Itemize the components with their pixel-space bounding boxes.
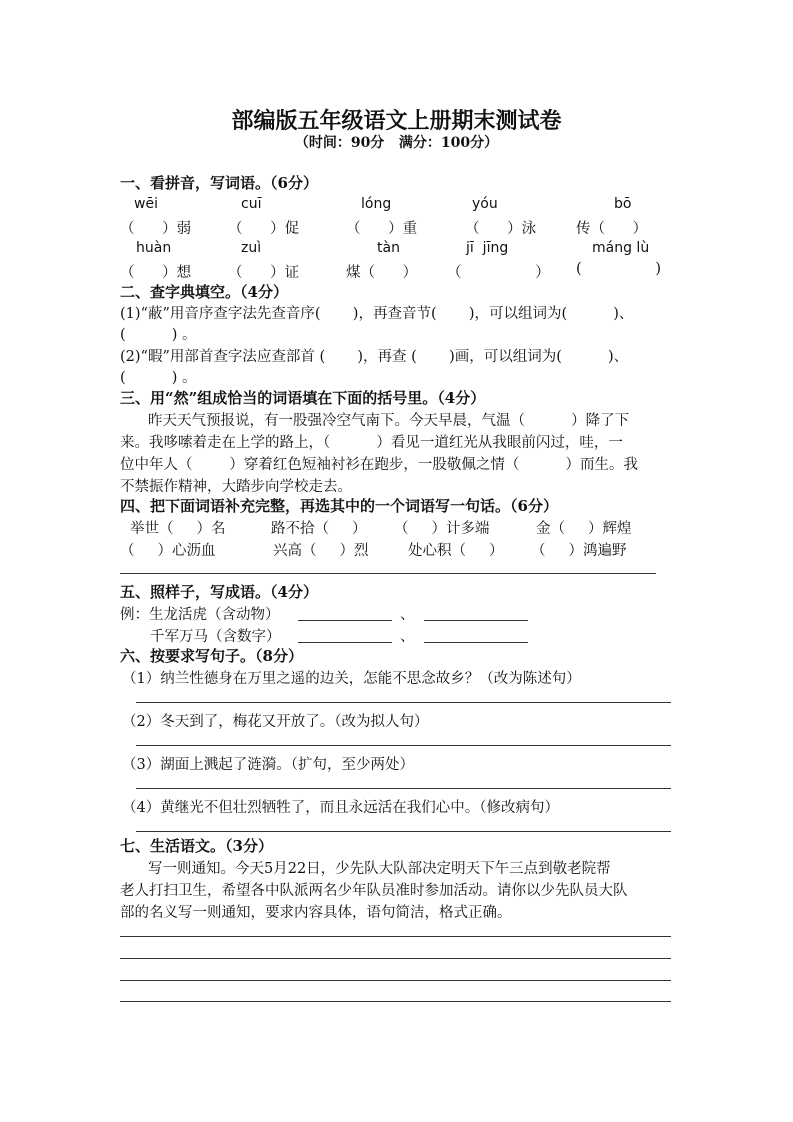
answer-line[interactable] [136,831,671,832]
answer-line[interactable] [136,788,671,789]
answer-line[interactable] [120,573,656,574]
answer-line[interactable] [424,620,528,621]
answer-line[interactable] [120,936,671,937]
section-1-heading: 一、看拼音，写词语。（6分） [120,174,318,192]
paragraph-line: 不禁振作精神，大踏步向学校走去。 [120,479,352,495]
section-5-heading: 五、照样子，写成语。（4分） [120,583,318,601]
blank-word[interactable]: 传（ ） [576,221,648,237]
paragraph-line: 来。我哆嗦着走在上学的路上，（ ）看见一道红光从我眼前闪过，哇，一 [120,435,623,451]
pinyin: cuī [241,196,262,212]
pinyin: huàn [136,240,172,256]
section-3-heading: 三、用“然”组成恰当的词语填在下面的括号里。（4分） [120,389,486,407]
blank-word[interactable]: 煤（ ） [346,265,418,281]
separator: 、 [400,629,415,645]
example-label: 例：生龙活虎（含动物） [120,607,280,623]
pinyin: yóu [472,196,498,212]
blank-word[interactable]: （ ） [447,265,550,281]
paragraph-line: 部的名义写一则通知，要求内容具体，语句简洁，格式正确。 [120,905,512,921]
blank-word[interactable]: （ ）证 [228,265,300,281]
answer-line[interactable] [120,1001,671,1002]
section-7-heading: 七、生活语文。（3分） [120,837,273,855]
question-text: （2）冬天到了，梅花又开放了。（改为拟人句） [122,714,429,730]
idiom-blank[interactable]: 处心积（ ） [408,543,504,559]
answer-line[interactable] [298,642,392,643]
idiom-blank[interactable]: （ ）计多端 [394,521,490,537]
paragraph-line: 昨天天气预报说，有一股强冷空气南下。今天早晨，气温（ ）降了下 [148,413,630,429]
blank-word[interactable]: （ ）弱 [120,221,192,237]
page-title: 部编版五年级语文上册期末测试卷 [231,108,562,134]
answer-line[interactable] [120,958,671,959]
question-text: (1)“蔽”用音序查字法先查音序( )，再查音节( )，可以组词为( )、 [120,306,634,322]
question-text: ( ) 。 [120,327,197,343]
section-2-heading: 二、查字典填空。（4分） [120,283,288,301]
idiom-blank[interactable]: 金（ ）辉煌 [536,521,632,537]
paragraph-line: 位中年人（ ）穿着红色短袖衬衫在跑步，一股敬佩之情（ ）而生。我 [120,457,638,473]
section-6-heading: 六、按要求写句子。（8分） [120,647,303,665]
example-label: 千军万马（含数字） [150,629,281,645]
blank-word[interactable]: ( ) [576,261,662,277]
answer-line[interactable] [136,702,671,703]
page-subtitle: （时间：90分 满分：100分） [294,135,499,151]
question-text: （3）湖面上溅起了涟漪。（扩句，至少两处） [122,757,414,773]
pinyin: zuì [241,240,262,256]
paragraph-line: 写一则通知。今天5月22日，少先队大队部决定明天下午三点到敬老院帮 [148,861,611,877]
blank-word[interactable]: （ ）泳 [465,221,537,237]
pinyin: wēi [134,196,158,212]
pinyin: jī jīng [466,240,509,256]
separator: 、 [400,607,415,623]
idiom-blank[interactable]: （ ）鸿遍野 [531,543,627,559]
idiom-blank[interactable]: （ ）心沥血 [120,543,216,559]
pinyin: máng lù [592,240,650,256]
blank-word[interactable]: （ ）促 [228,221,300,237]
question-text: (2)“暇”用部首查字法应查部首 ( )，再查 ( )画，可以组词为( )、 [120,349,629,365]
question-text: （4）黄继光不但壮烈牺牲了，而且永远活在我们心中。（修改病句） [122,800,559,816]
blank-word[interactable]: （ ）重 [346,221,418,237]
question-text: ( ) 。 [120,370,197,386]
answer-line[interactable] [298,620,392,621]
idiom-blank[interactable]: 举世（ ）名 [130,521,226,537]
blank-word[interactable]: （ ）想 [120,265,192,281]
paragraph-line: 老人打扫卫生，希望各中队派两名少年队员准时参加活动。请你以少先队员大队 [120,883,628,899]
pinyin: bō [614,196,632,212]
answer-line[interactable] [424,642,528,643]
idiom-blank[interactable]: 兴高（ ）烈 [273,543,369,559]
idiom-blank[interactable]: 路不拾（ ） [271,521,367,537]
pinyin: tàn [377,240,400,256]
question-text: （1）纳兰性德身在万里之遥的边关，怎能不思念故乡？（改为陈述句） [122,671,581,687]
answer-line[interactable] [136,745,671,746]
section-4-heading: 四、把下面词语补充完整，再选其中的一个词语写一句话。（6分） [120,497,558,515]
answer-line[interactable] [120,980,671,981]
pinyin: lóng [361,196,392,212]
